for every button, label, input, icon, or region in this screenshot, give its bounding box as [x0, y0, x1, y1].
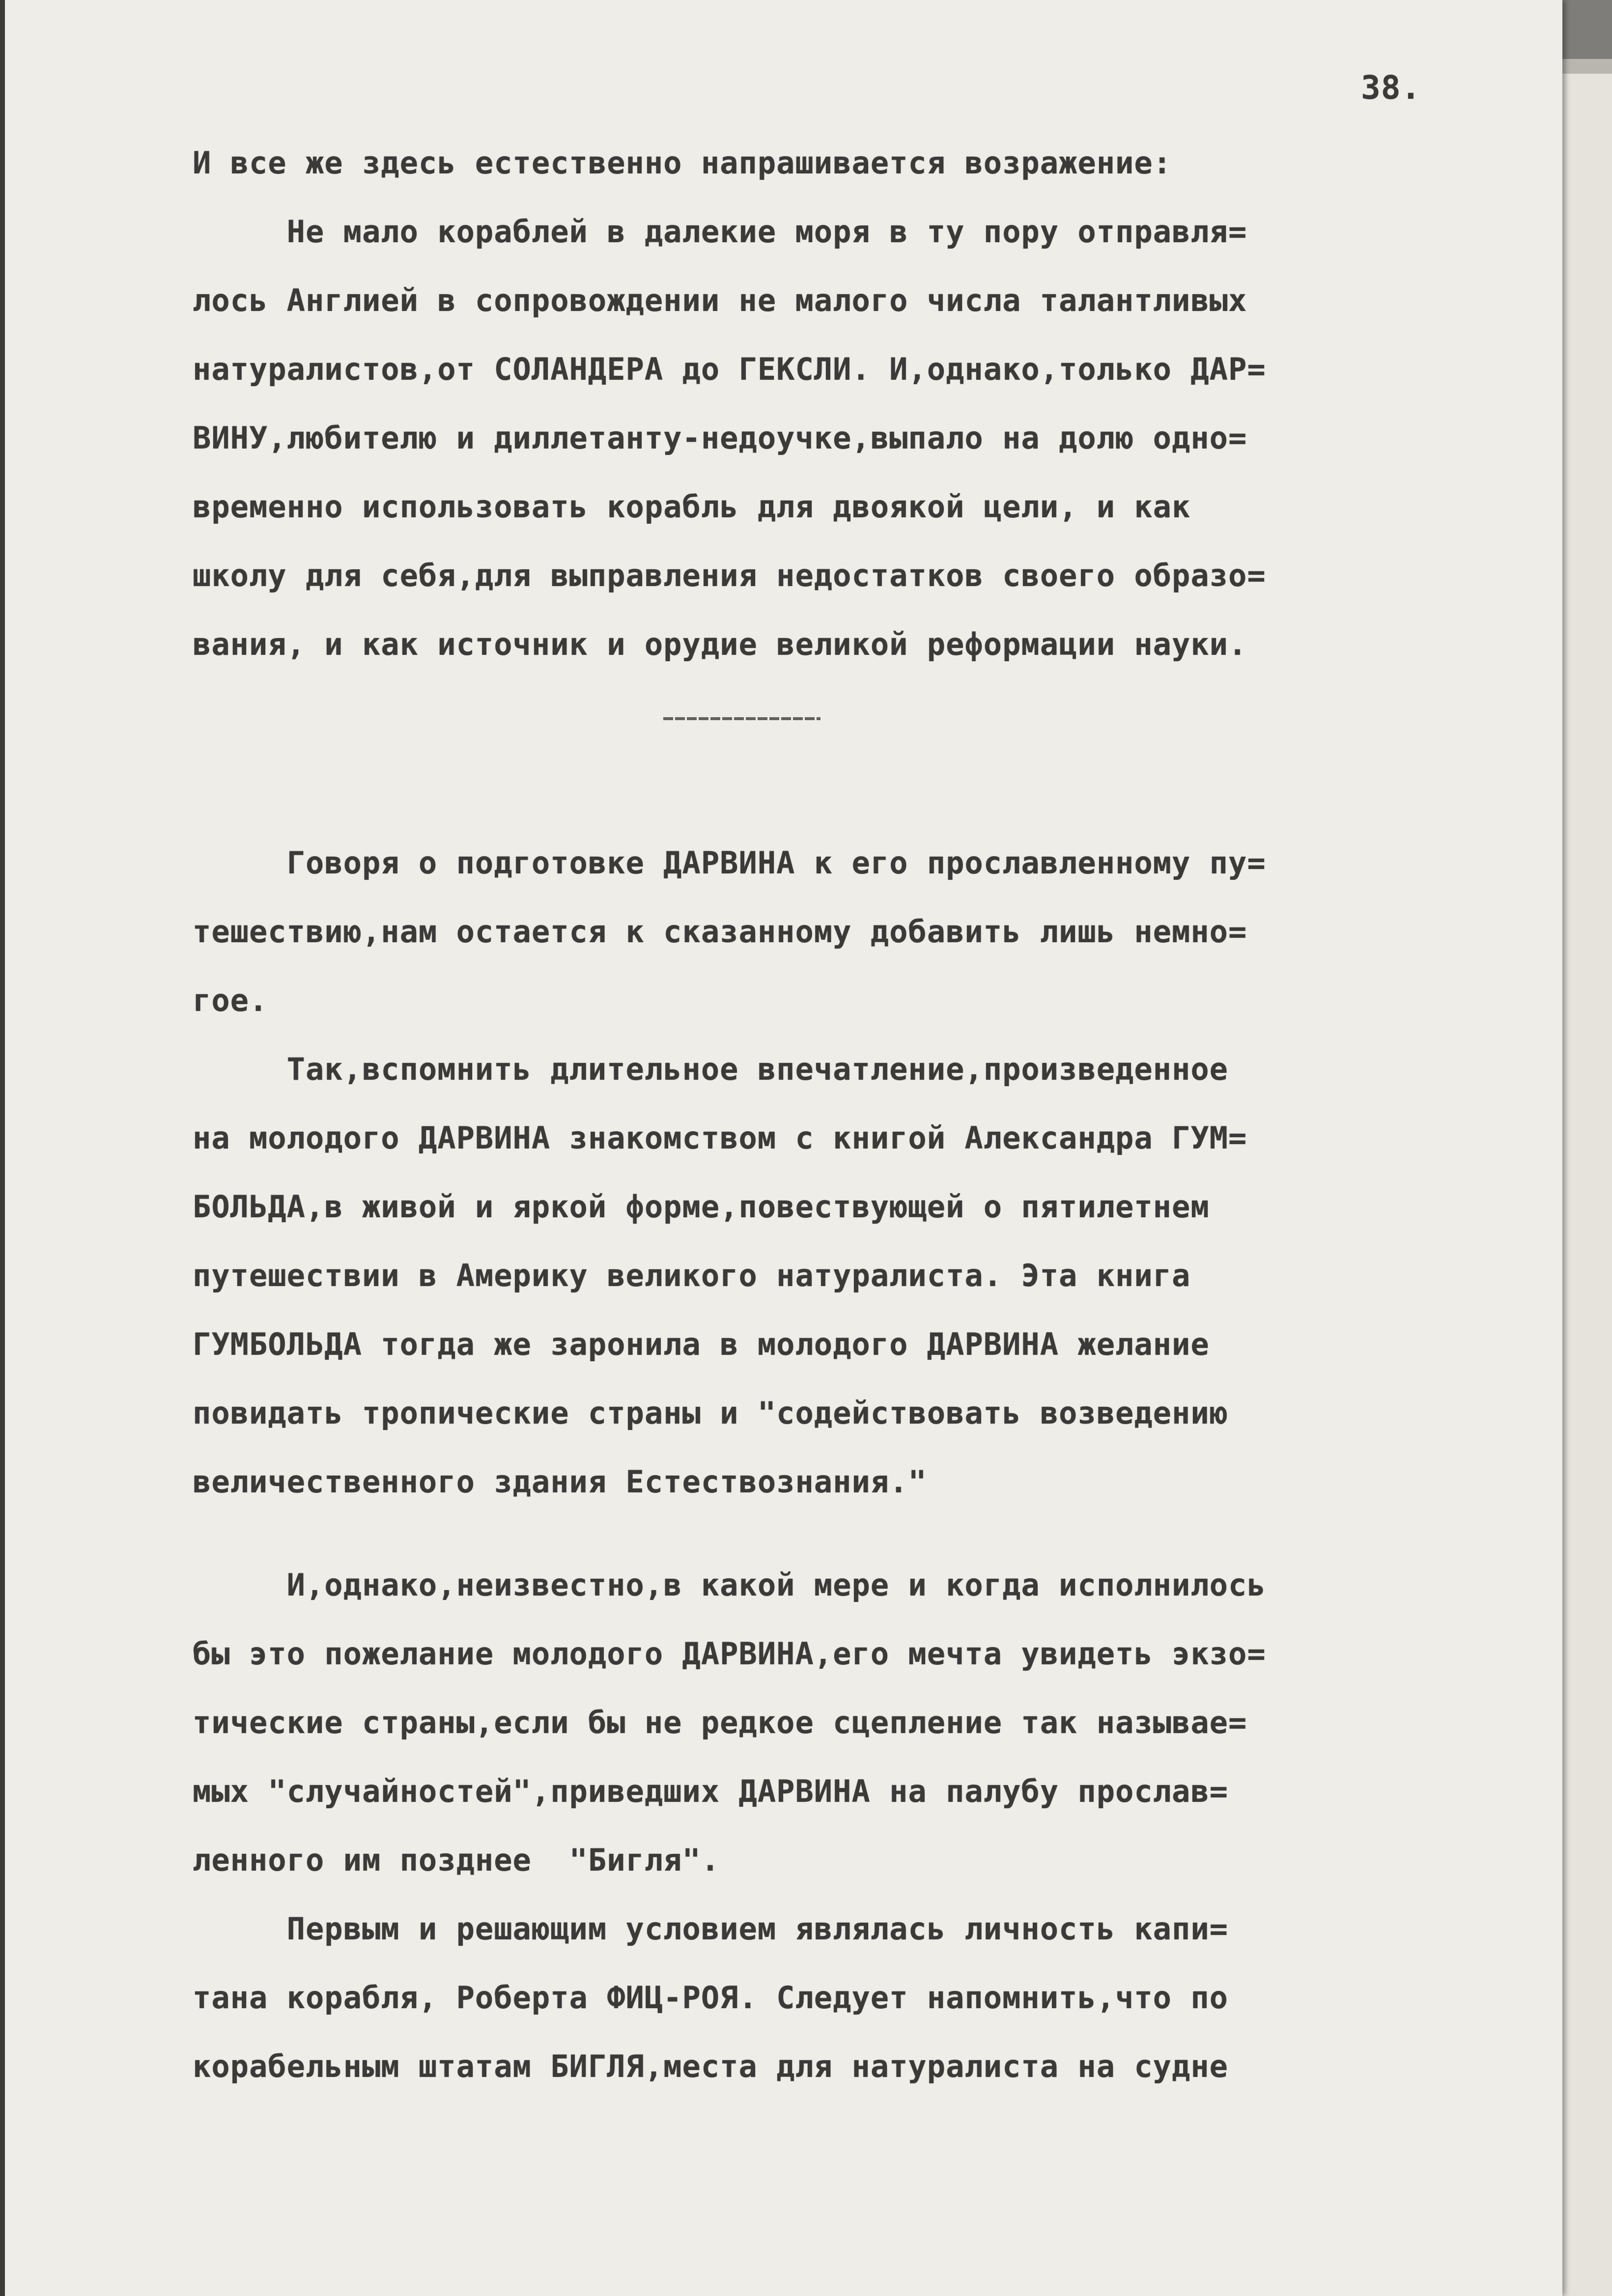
- text-line: гое.: [193, 982, 268, 1018]
- scan-edge: [0, 0, 5, 2296]
- text-line: повидать тропические страны и "содействовать возведению: [193, 1395, 1228, 1431]
- separator-gap: [193, 679, 1519, 829]
- text-line: Не мало кораблей в далекие моря в ту пору отправля=: [193, 214, 1247, 250]
- text-line: тана корабля, Роберта ФИЦ-РОЯ. Следует напомнить,что по: [193, 1980, 1228, 2016]
- body-text: [193, 129, 1519, 2101]
- text-line: ГУМБОЛЬДА тогда же заронила в молодого ДАРВИНА желание: [193, 1326, 1210, 1362]
- text-line: бы это пожелание молодого ДАРВИНА,его мечта увидеть экзо=: [193, 1636, 1266, 1672]
- text-line: мых "случайностей",приведших ДАРВИНА на палубу прослав=: [193, 1773, 1228, 1809]
- text-line: Говоря о подготовке ДАРВИНА к его прославленному пу=: [193, 845, 1266, 881]
- text-line: лось Англией в сопровождении не малого числа талантливых: [193, 282, 1247, 318]
- text-line: корабельным штатам БИГЛЯ,места для натуралиста на судне: [193, 2048, 1228, 2084]
- text-line: вания, и как источник и орудие великой реформации науки.: [193, 626, 1247, 662]
- text-line: И,однако,неизвестно,в какой мере и когда исполнилось: [193, 1567, 1266, 1603]
- text-line: тические страны,если бы не редкое сцепление так называе=: [193, 1705, 1247, 1740]
- text-line: ВИНУ,любителю и диллетанту-недоучке,выпало на долю одно=: [193, 420, 1247, 456]
- text-line: ленного им позднее "Бигля".: [193, 1842, 720, 1878]
- paragraph-gap: [193, 1516, 1519, 1551]
- text-line: временно использовать корабль для двоякой цели, и как: [193, 489, 1191, 525]
- text-line: БОЛЬДА,в живой и яркой форме,повествующей о пятилетнем: [193, 1189, 1210, 1225]
- text-line: Так,вспомнить длительное впечатление,произведенное: [193, 1051, 1228, 1087]
- text-line: Первым и решающим условием являлась личность капи=: [193, 1911, 1228, 1947]
- text-line: школу для себя,для выправления недостатков своего образо=: [193, 558, 1266, 593]
- text-line: натуралистов,от СОЛАНДЕРА до ГЕКСЛИ. И,однако,только ДАР=: [193, 351, 1266, 387]
- text-line: тешествию,нам остается к сказанному добавить лишь немно=: [193, 914, 1247, 950]
- page-number: 38.: [1361, 69, 1421, 107]
- section-separator: [663, 717, 820, 720]
- text-line: путешествии в Америку великого натуралиста. Эта книга: [193, 1258, 1191, 1293]
- text-line: величественного здания Естествознания.": [193, 1464, 927, 1500]
- text-line: И все же здесь естественно напрашивается возражение:: [193, 145, 1172, 181]
- text-line: на молодого ДАРВИНА знакомством с книгой Александра ГУМ=: [193, 1120, 1247, 1156]
